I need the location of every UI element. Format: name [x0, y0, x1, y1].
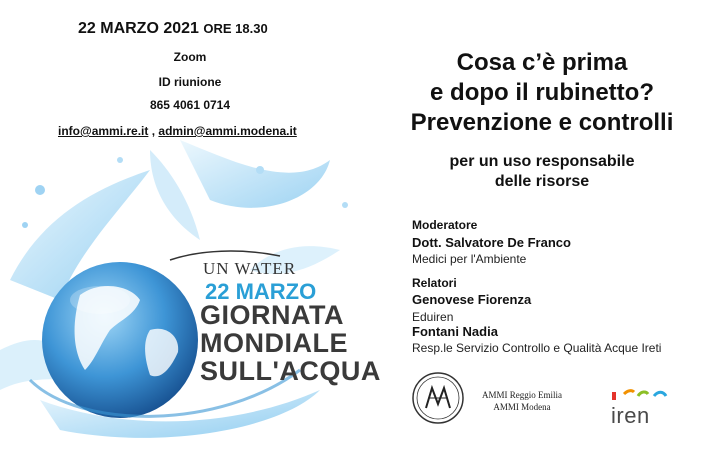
- speaker-affiliation: Eduiren: [412, 310, 454, 324]
- email-link-ammi-re[interactable]: info@ammi.re.it: [58, 124, 149, 138]
- speakers-label: Relatori: [412, 276, 457, 290]
- iren-wordmark: iren: [611, 403, 650, 428]
- world-water-day-date: 22 MARZO: [205, 279, 317, 304]
- event-date-time: [78, 20, 268, 38]
- ammi-reggio-emilia: AMMI Reggio Emilia: [482, 390, 562, 400]
- event-title-line-1: Cosa c’è prima: [456, 49, 628, 76]
- ammi-modena: AMMI Modena: [493, 402, 551, 412]
- meeting-platform: Zoom: [173, 50, 207, 64]
- ammi-logo: [411, 371, 465, 425]
- event-title: [382, 48, 702, 138]
- contact-emails: [58, 124, 297, 138]
- speaker-name: Fontani Nadia: [412, 324, 498, 339]
- event-subtitle-line-1: per un uso responsabile: [449, 153, 635, 170]
- event-title-line-2: e dopo il rubinetto?: [430, 79, 654, 106]
- event-subtitle-line-2: delle risorse: [494, 173, 590, 190]
- world-water-day-line-3: SULL'ACQUA: [200, 356, 381, 386]
- event-title-line-3: Prevenzione e controlli: [410, 109, 674, 136]
- email-separator: ,: [148, 124, 159, 138]
- meeting-id-label: ID riunione: [158, 75, 222, 89]
- event-subtitle: [382, 152, 702, 192]
- email-link-ammi-modena[interactable]: admin@ammi.modena.it: [158, 124, 297, 138]
- un-water-label: UN WATER: [203, 259, 297, 278]
- speaker-affiliation: Resp.le Servizio Controllo e Qualità Acque Ireti: [412, 341, 662, 355]
- ammi-sections: [474, 389, 570, 413]
- moderator-name: Dott. Salvatore De Franco: [412, 235, 571, 250]
- event-date: 22 MARZO 2021: [78, 20, 199, 37]
- water-splash-illustration: [0, 130, 400, 450]
- meeting-id: 865 4061 0714: [149, 98, 231, 112]
- moderator-label: Moderatore: [412, 218, 478, 232]
- event-time: ORE 18.30: [203, 21, 268, 36]
- world-water-day-line-1: GIORNATA: [200, 300, 344, 330]
- moderator-affiliation: Medici per l'Ambiente: [412, 252, 527, 266]
- speaker-name: Genovese Fiorenza: [412, 292, 532, 307]
- world-water-day-line-2: MONDIALE: [200, 328, 348, 358]
